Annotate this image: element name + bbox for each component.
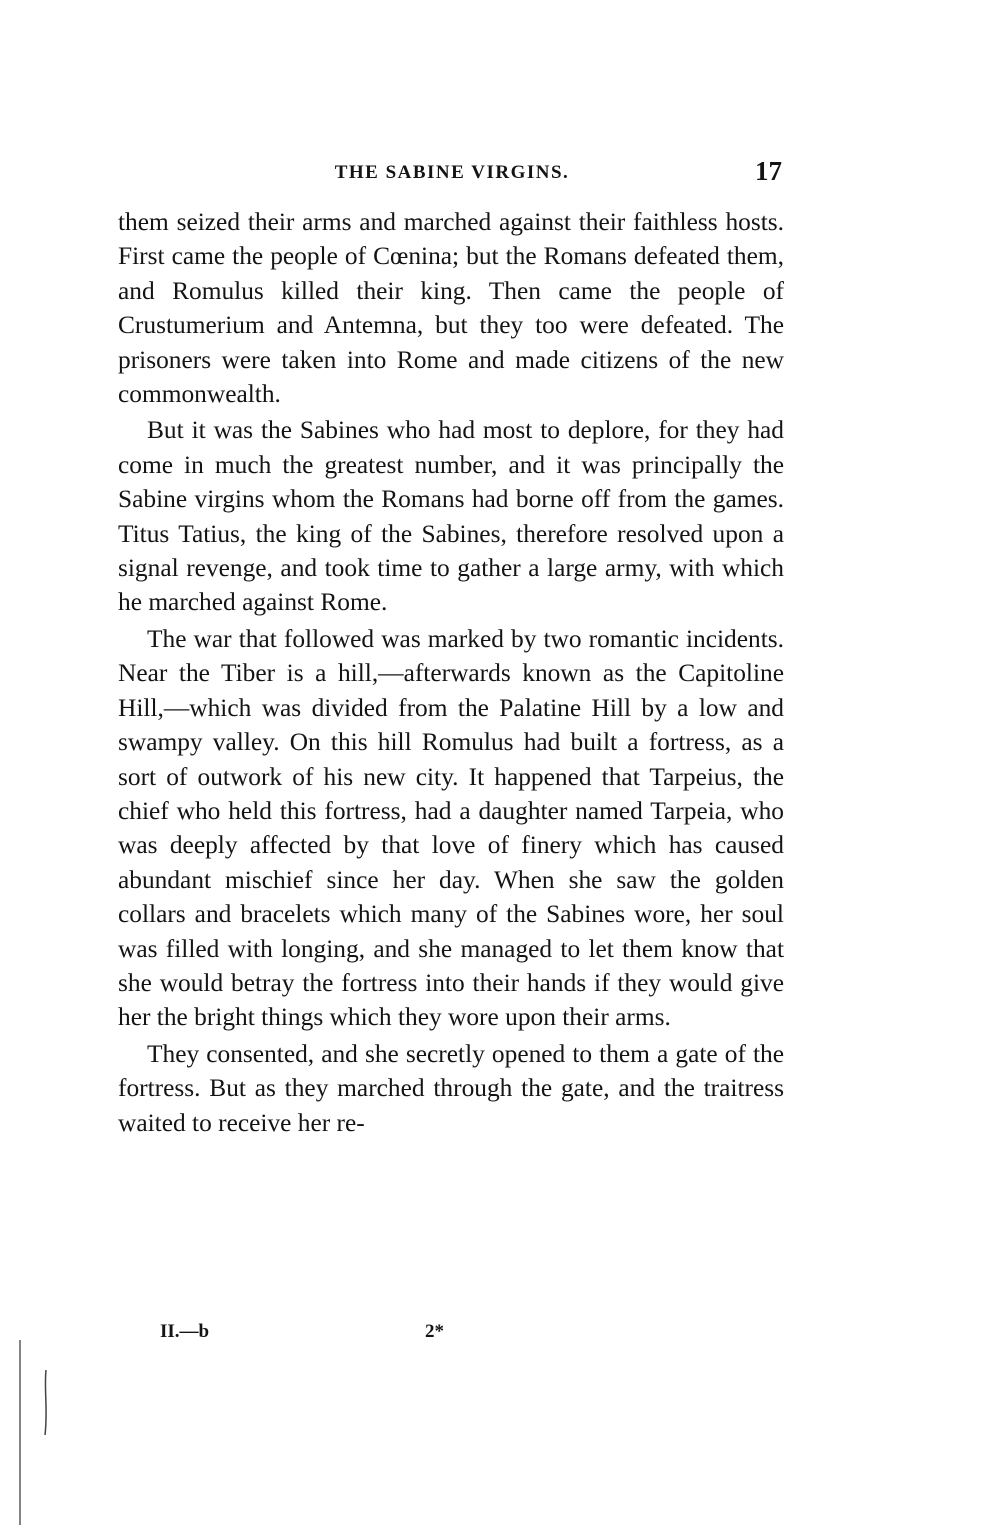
paragraph-1: them seized their arms and marched against their faithless hosts. First came the people of Cœnina; but the Romans defeated them, and Romulus killed their king. Then came the people of Crustumerium and Antemna, but they too were defeated. The prisoners were taken into Rome and made citizens of the new commonwealth. xyxy=(118,208,784,409)
scan-edge-mark xyxy=(8,1340,58,1530)
running-title: THE SABINE VIRGINS. xyxy=(334,162,570,183)
running-head xyxy=(118,156,786,190)
paragraph-2: But it was the Sabines who had most to deplore, for they had come in much the greatest number, and it was principally the Sabine virgins whom the Romans had borne off from the games. Titus Tatius, the king of the Sabines, therefore resolved upon a signal revenge, and took time to gather a large army, with which he marched against Rome. xyxy=(118,416,784,617)
paragraph-3: The war that followed was marked by two romantic incidents. Near the Tiber is a hill,—afterwards known as the Capitoline Hill,—which was divided from the Palatine Hill by a low and swampy valley. On this hill Romulus had built a fortress, as a sort of outwork of his new city. It happened that Tarpeius, the chief who held this fortress, had a daughter named Tarpeia, who was deeply affected by that love of finery which has caused abundant mischief since her day. When she saw the golden collars and bracelets which many of the Sabines wore, her soul was filled with longing, and she managed to let them know that she would betray the fortress into their hands if they would give her the bright things which they wore upon their arms. xyxy=(118,624,784,1032)
page-number: 17 xyxy=(755,156,782,186)
body-text xyxy=(118,205,784,1142)
page-footer xyxy=(160,1321,500,1351)
paragraph-4: They consented, and she secretly opened to them a gate of the fortress. But as they marched through the gate, and the traitress waited to receive her re- xyxy=(118,1039,784,1137)
signature-mark: II.—b xyxy=(160,1321,210,1342)
sheet-mark: 2* xyxy=(425,1321,444,1342)
